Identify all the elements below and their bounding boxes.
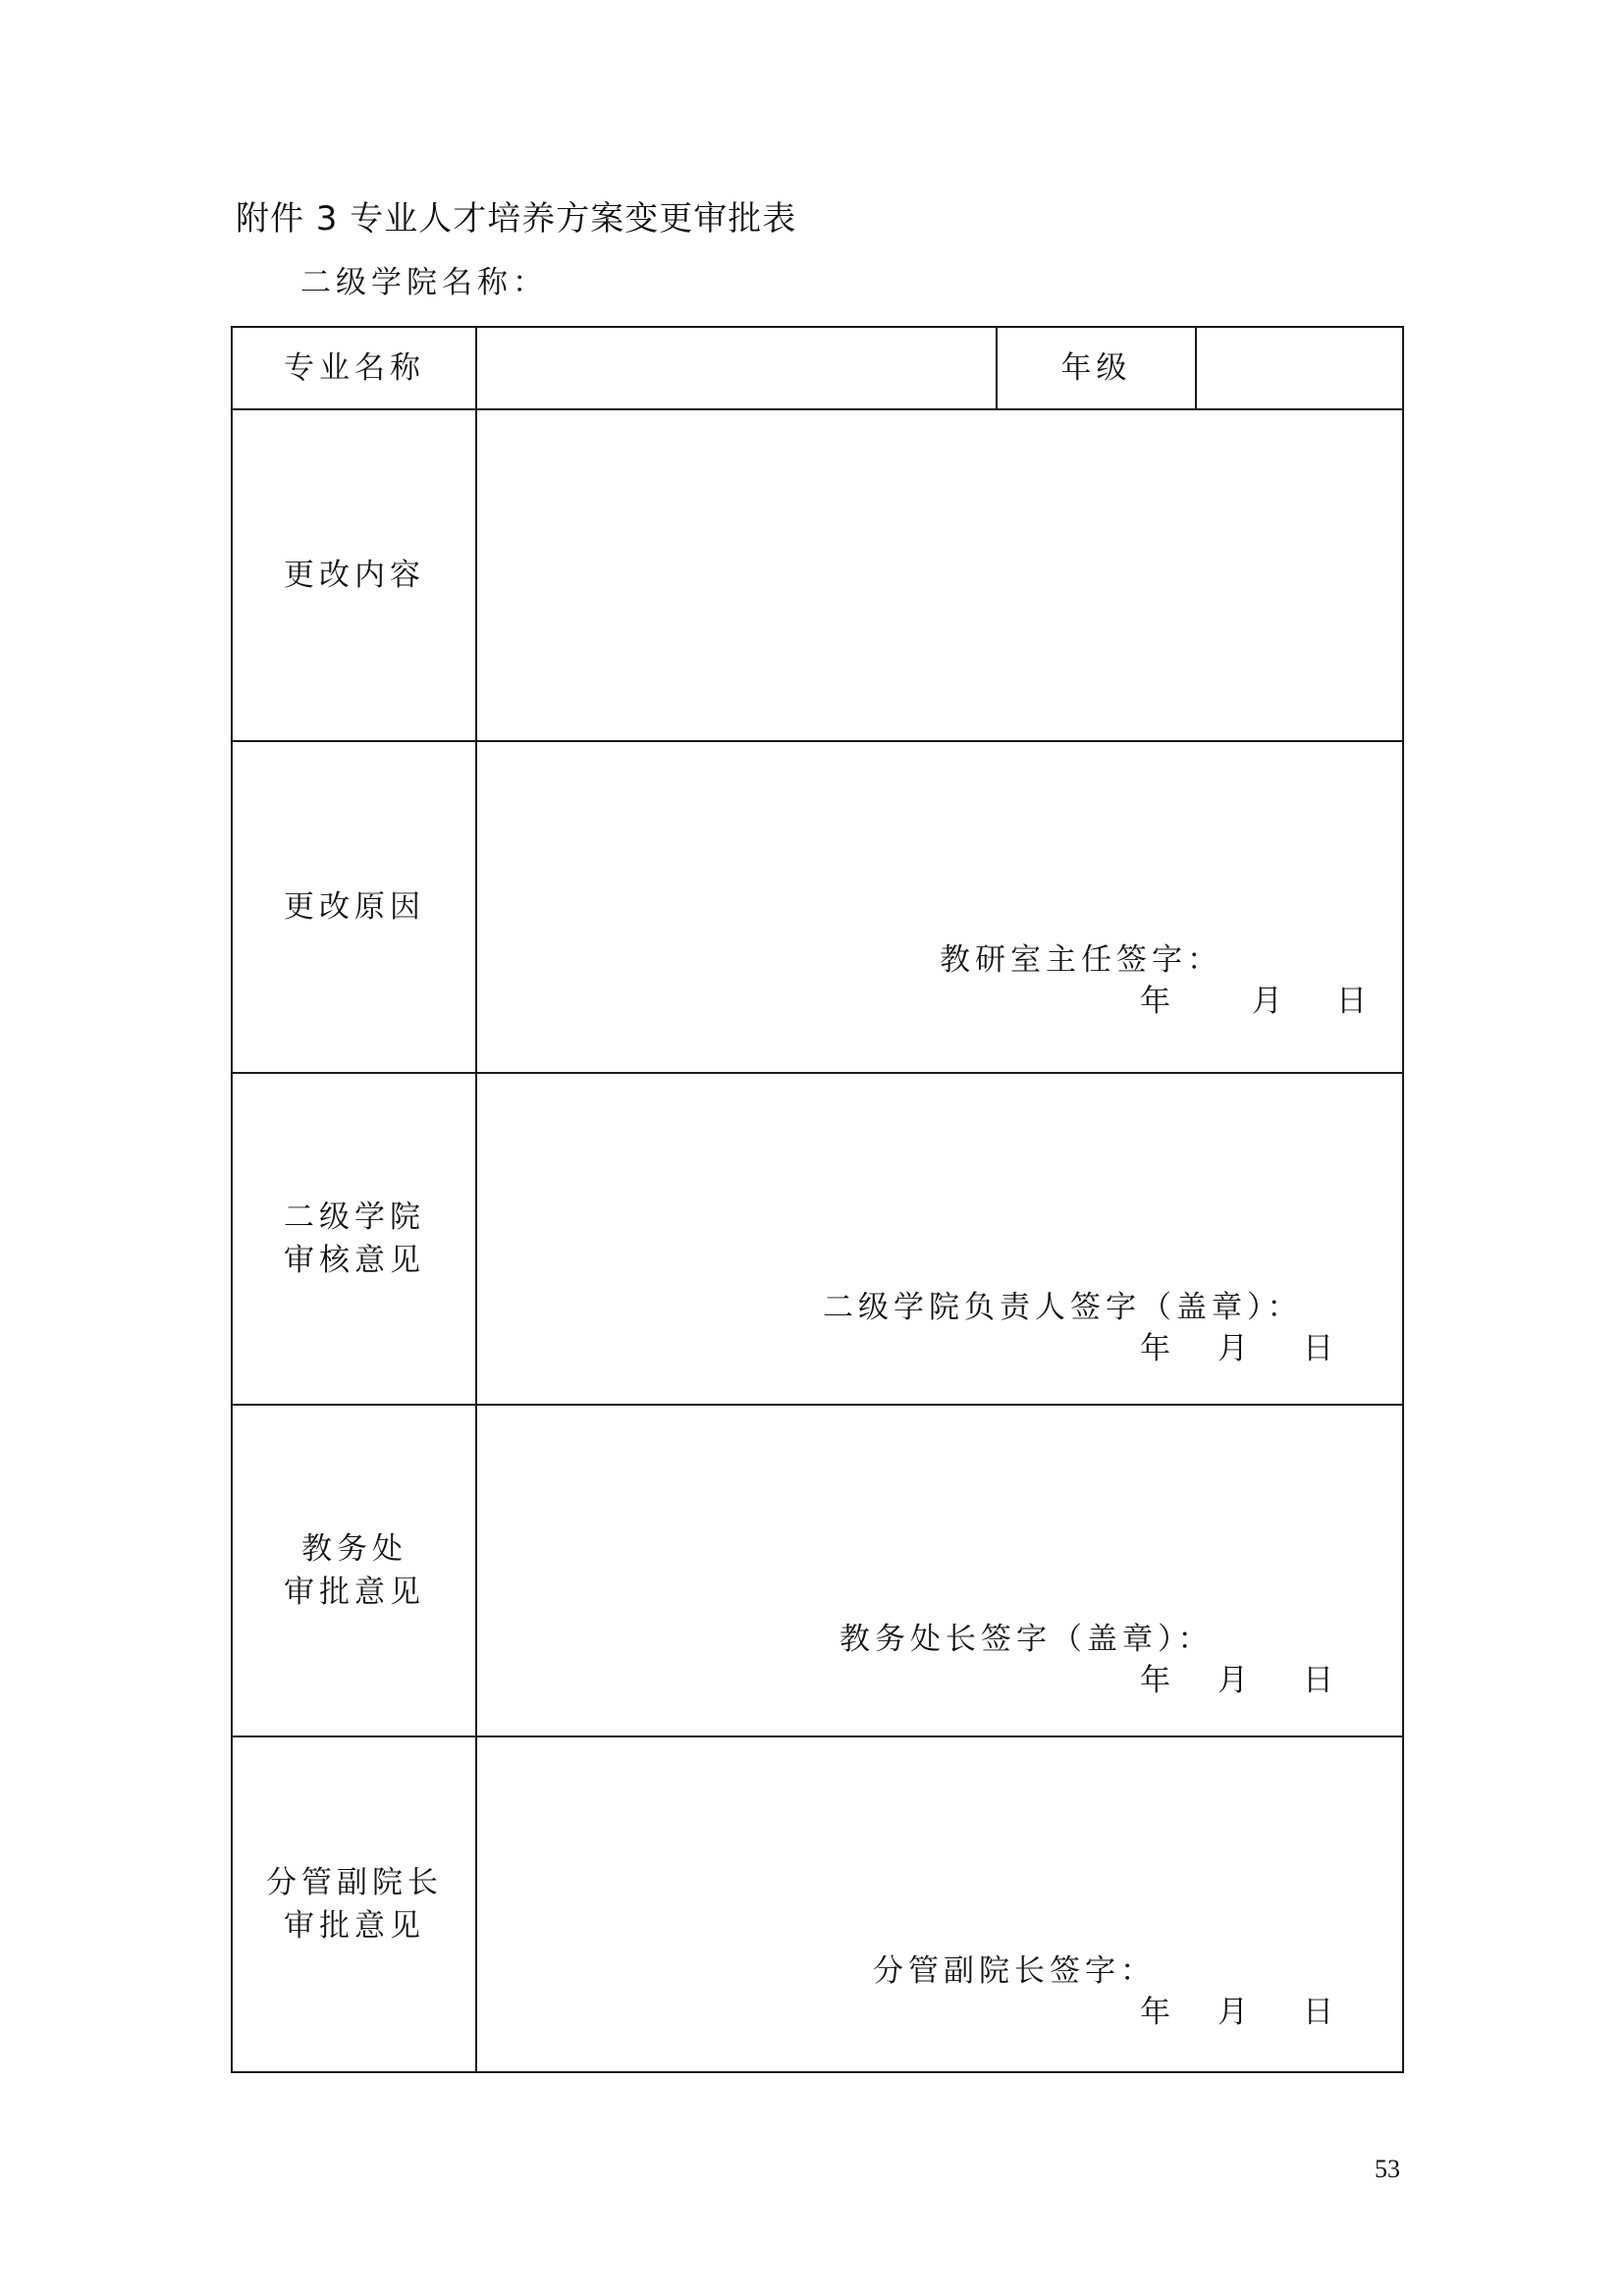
date-month-label: 月: [1218, 1663, 1248, 1698]
change-content-label-line: 更改内容: [284, 558, 425, 593]
academic-affairs-approval-label: [233, 1406, 476, 1735]
college-review-field[interactable]: [477, 1074, 1402, 1404]
date-year-label: 年: [1140, 1331, 1170, 1366]
college-name-label: 二级学院名称：: [300, 265, 548, 300]
major-name-label: 专业名称: [284, 350, 425, 386]
date-day-label: 日: [1303, 1995, 1333, 2030]
date-month-label: 月: [1218, 1331, 1248, 1366]
vice-president-approval-label-line: 分管副院长: [266, 1865, 443, 1900]
date-month-label: 月: [1218, 1995, 1248, 2030]
date-day-label: 日: [1303, 1331, 1333, 1366]
vice-president-signature-label: 分管副院长签字：: [873, 1953, 1156, 1989]
change-content-field[interactable]: [477, 410, 1402, 740]
table-column-divider: [1195, 328, 1197, 408]
college-head-signature-label: 二级学院负责人签字（盖章）：: [823, 1290, 1303, 1325]
college-review-label-line: 二级学院: [284, 1200, 425, 1235]
date-month-label: 月: [1252, 984, 1282, 1019]
date-year-label: 年: [1140, 984, 1170, 1019]
vice-president-approval-field[interactable]: [477, 1737, 1402, 2071]
academic-affairs-approval-field[interactable]: [477, 1406, 1402, 1735]
approval-form-table: [231, 326, 1404, 2073]
change-content-label: [233, 410, 476, 740]
date-day-label: 日: [1336, 984, 1367, 1019]
vice-president-approval-label-line: 审批意见: [284, 1908, 425, 1944]
change-reason-field[interactable]: [477, 742, 1402, 1072]
academic-affairs-approval-label-line: 审批意见: [284, 1575, 425, 1610]
academic-affairs-director-signature-label: 教务处长签字（盖章）：: [839, 1622, 1214, 1657]
page-number: 53: [1375, 2155, 1400, 2183]
date-year-label: 年: [1140, 1663, 1170, 1698]
college-review-label-line: 审核意见: [284, 1243, 425, 1278]
change-reason-label: [233, 742, 476, 1072]
date-day-label: 日: [1303, 1663, 1333, 1698]
academic-affairs-approval-label-line: 教务处: [301, 1531, 407, 1567]
document-title: 附件 3 专业人才培养方案变更审批表: [236, 199, 797, 239]
teaching-director-signature-label: 教研室主任签字：: [940, 942, 1222, 978]
change-reason-label-line: 更改原因: [284, 889, 425, 925]
vice-president-approval-label: [233, 1737, 476, 2071]
date-year-label: 年: [1140, 1995, 1170, 2030]
college-review-label: [233, 1074, 476, 1404]
grade-label: 年级: [1060, 350, 1132, 386]
